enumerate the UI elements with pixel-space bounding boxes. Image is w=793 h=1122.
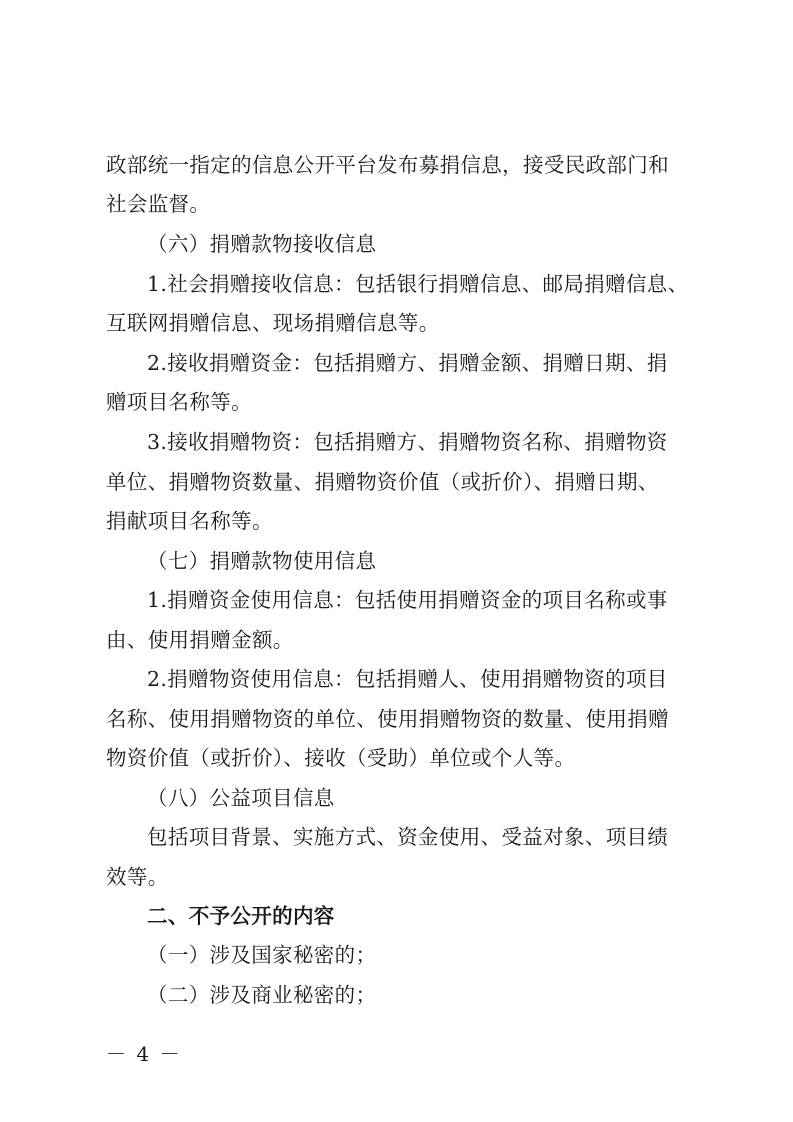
body-text-line: 物资价值（或折价）、接收（受助）单位或个人等。 (106, 746, 576, 770)
section-heading-six: （六）捐赠款物接收信息 (147, 232, 377, 256)
body-text-line: 单位、捐赠物资数量、捐赠物资价值（或折价）、捐赠日期、 (106, 470, 659, 494)
body-text-line: 名称、使用捐赠物资的单位、使用捐赠物资的数量、使用捐赠 (106, 707, 669, 731)
section-heading-eight: （八）公益项目信息 (147, 786, 335, 810)
body-text-line: 由、使用捐赠金额。 (106, 628, 294, 652)
body-text-line: 效等。 (106, 865, 169, 889)
body-text-line: 2.接收捐赠资金：包括捐赠方、捐赠金额、捐赠日期、捐 (147, 351, 668, 375)
body-text-line: 互联网捐赠信息、现场捐赠信息等。 (106, 311, 440, 335)
section-heading-two: 二、不予公开的内容 (147, 904, 335, 928)
body-text-line: 3.接收捐赠物资：包括捐赠方、捐赠物资名称、捐赠物资 (147, 430, 668, 454)
body-text-line: 政部统一指定的信息公开平台发布募捐信息，接受民政部门和 (106, 153, 669, 177)
page-number: － 4 － (106, 1042, 182, 1066)
body-text-line: 1.社会捐赠接收信息：包括银行捐赠信息、邮局捐赠信息、 (147, 272, 689, 296)
body-text-line: （二）涉及商业秘密的； (147, 983, 377, 1007)
body-text-line: 1.捐赠资金使用信息：包括使用捐赠资金的项目名称或事 (147, 588, 668, 612)
section-heading-seven: （七）捐赠款物使用信息 (147, 549, 377, 573)
body-text-line: 社会监督。 (106, 192, 211, 216)
body-text-line: 捐献项目名称等。 (106, 509, 273, 533)
body-text-line: 赠项目名称等。 (106, 390, 252, 414)
body-text-line: 包括项目背景、实施方式、资金使用、受益对象、项目绩 (147, 825, 669, 849)
body-text-line: 2.捐赠物资使用信息：包括捐赠人、使用捐赠物资的项目 (147, 667, 668, 691)
body-text-line: （一）涉及国家秘密的； (147, 943, 377, 967)
